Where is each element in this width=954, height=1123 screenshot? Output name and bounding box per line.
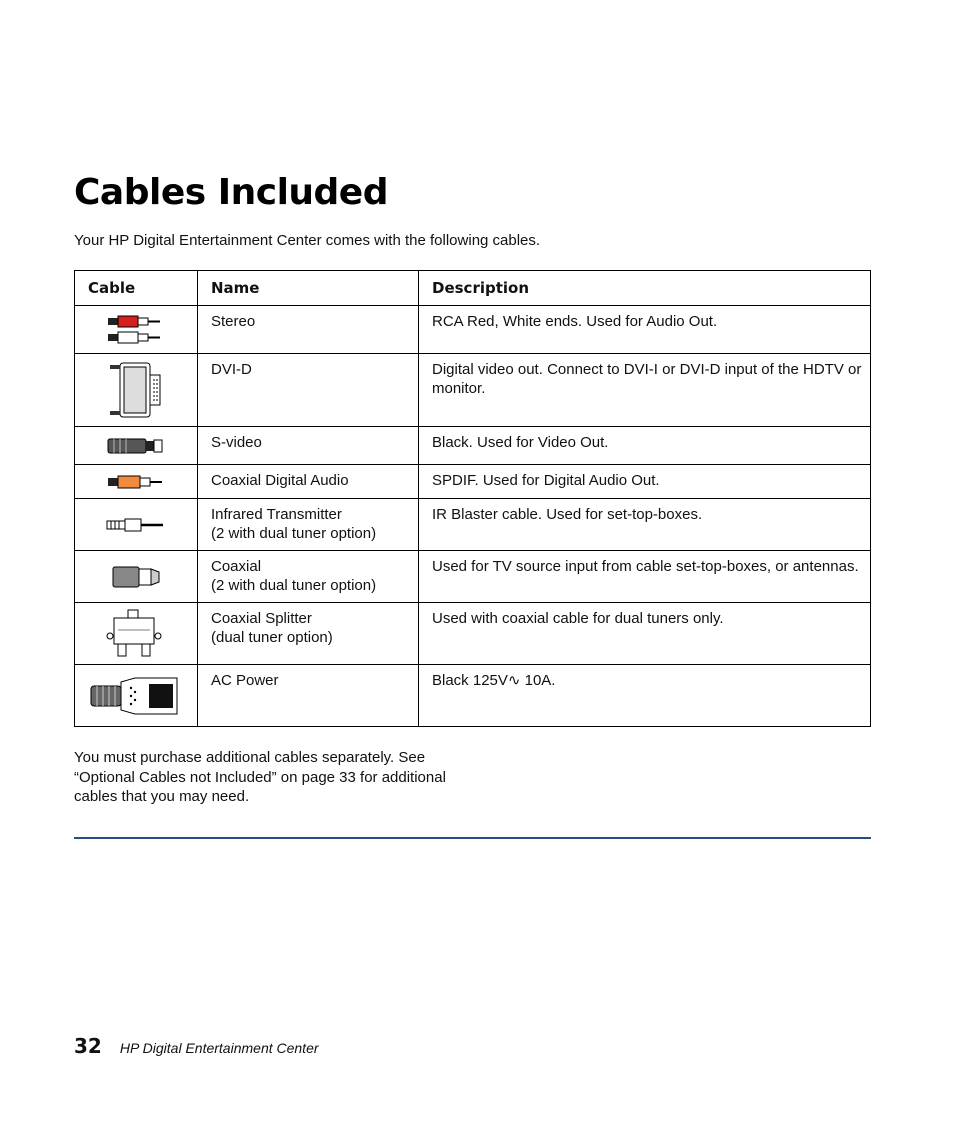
cable-name: Coaxial Digital Audio bbox=[211, 472, 349, 489]
cable-description: Black 125V∿ 10A. bbox=[432, 672, 556, 689]
table-row bbox=[75, 354, 871, 427]
cable-name: S-video bbox=[211, 434, 262, 451]
cable-name-cell bbox=[198, 603, 419, 665]
cable-name-cell bbox=[198, 665, 419, 727]
cables-table bbox=[74, 270, 871, 727]
infrared-transmitter-cable-icon bbox=[105, 518, 167, 532]
cable-description-cell bbox=[419, 551, 871, 603]
cable-image-cell bbox=[75, 306, 198, 354]
cable-description: SPDIF. Used for Digital Audio Out. bbox=[432, 472, 660, 489]
cable-name: Infrared Transmitter bbox=[211, 506, 342, 523]
header-cable: Cable bbox=[75, 271, 198, 306]
cable-name: Stereo bbox=[211, 313, 256, 330]
cable-image-cell bbox=[75, 499, 198, 551]
cable-image-cell bbox=[75, 603, 198, 665]
cable-name-cell bbox=[198, 465, 419, 499]
cable-image-cell bbox=[75, 354, 198, 427]
cable-name-note: (2 with dual tuner option) bbox=[211, 525, 377, 542]
coaxial-cable-icon bbox=[109, 564, 163, 590]
table-row bbox=[75, 465, 871, 499]
cable-description: Used for TV source input from cable set-top-boxes, or antennas. bbox=[432, 558, 859, 575]
s-video-cable-icon bbox=[106, 436, 166, 456]
cable-image-cell bbox=[75, 465, 198, 499]
header-name: Name bbox=[198, 271, 419, 306]
cable-image-cell bbox=[75, 665, 198, 727]
cable-description: Used with coaxial cable for dual tuners only. bbox=[432, 610, 724, 627]
header-description: Description bbox=[419, 271, 871, 306]
cable-name-cell bbox=[198, 306, 419, 354]
ac-power-cable-icon bbox=[89, 676, 183, 716]
cable-name: Coaxial Splitter bbox=[211, 610, 312, 627]
cable-name: AC Power bbox=[211, 672, 279, 689]
cable-description-cell bbox=[419, 306, 871, 354]
coaxial-digital-audio-cable-icon bbox=[106, 474, 166, 490]
cable-name-note: (2 with dual tuner option) bbox=[211, 577, 377, 594]
table-row bbox=[75, 499, 871, 551]
cable-description-cell bbox=[419, 465, 871, 499]
cable-description-cell bbox=[419, 603, 871, 665]
footer-title: HP Digital Entertainment Center bbox=[119, 1040, 319, 1056]
cable-description-cell bbox=[419, 427, 871, 465]
cable-name-cell bbox=[198, 499, 419, 551]
cable-description: Digital video out. Connect to DVI-I or DVI-D input of the HDTV or monitor. bbox=[432, 361, 862, 397]
intro-text: Your HP Digital Entertainment Center comes with the following cables. bbox=[74, 232, 541, 249]
stereo-rca-cable-icon bbox=[106, 313, 166, 347]
coaxial-splitter-icon bbox=[106, 608, 166, 660]
cable-description-cell bbox=[419, 354, 871, 427]
cable-name: DVI-D bbox=[211, 361, 252, 378]
cable-description-cell bbox=[419, 499, 871, 551]
cable-name-cell bbox=[198, 551, 419, 603]
page-title: Cables Included bbox=[74, 172, 388, 213]
footer-divider bbox=[74, 837, 871, 839]
page-footer bbox=[74, 1034, 319, 1058]
table-row bbox=[75, 603, 871, 665]
table-row bbox=[75, 427, 871, 465]
purchase-note: You must purchase additional cables separately. See “Optional Cables not Included” on page 33 for additional cables that you may need. bbox=[74, 749, 446, 805]
cable-image-cell bbox=[75, 427, 198, 465]
cable-name-cell bbox=[198, 427, 419, 465]
table-row bbox=[75, 551, 871, 603]
table-header-row bbox=[75, 271, 871, 306]
table-row bbox=[75, 306, 871, 354]
page-number: 32 bbox=[74, 1034, 102, 1058]
cable-description: RCA Red, White ends. Used for Audio Out. bbox=[432, 313, 718, 330]
table-row bbox=[75, 665, 871, 727]
cable-description: IR Blaster cable. Used for set-top-boxes. bbox=[432, 506, 703, 523]
cable-description-cell bbox=[419, 665, 871, 727]
cable-image-cell bbox=[75, 551, 198, 603]
cable-description: Black. Used for Video Out. bbox=[432, 434, 609, 451]
cable-name: Coaxial bbox=[211, 558, 262, 575]
dvi-d-cable-icon bbox=[106, 361, 166, 419]
cable-name-cell bbox=[198, 354, 419, 427]
cable-name-note: (dual tuner option) bbox=[211, 629, 333, 646]
